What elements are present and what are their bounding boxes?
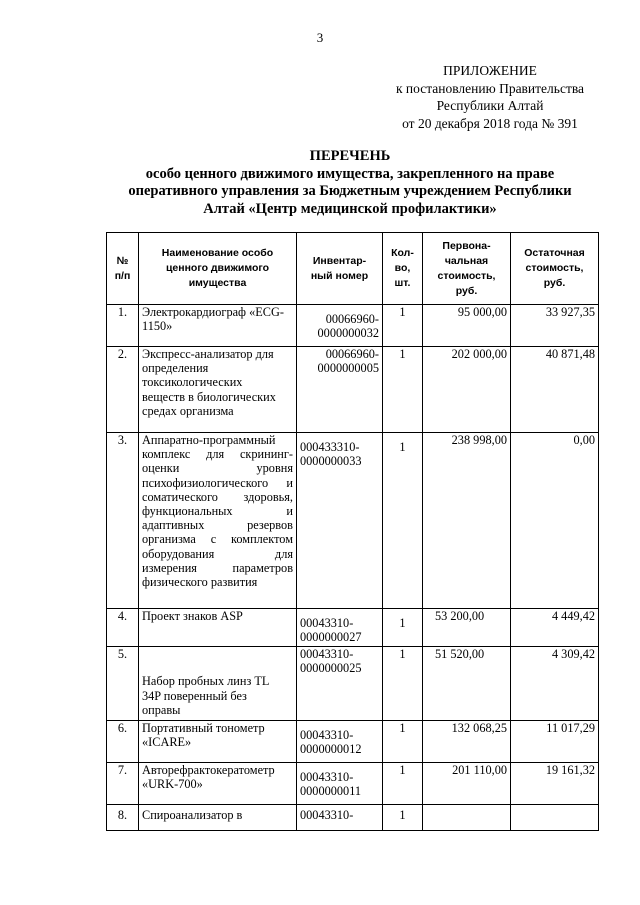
table-row [107,609,599,647]
row-number: 5. [107,647,139,721]
quantity: 1 [383,347,423,433]
residual-cost: 4 309,42 [511,647,599,721]
page-number: 3 [316,30,324,45]
name-line: токсикологических [142,375,243,390]
header-line: стоимость, [525,262,584,274]
table-row [107,347,599,433]
header-initial-cost [423,233,511,305]
residual-cost: 4 449,42 [511,609,599,647]
inventory-line: 00043310- [300,770,354,784]
header-line: руб. [543,277,566,289]
inventory-number [297,721,383,763]
header-line: шт. [394,277,411,289]
inventory-line: 0000000005 [317,361,379,376]
inventory-line: 00043310- [300,808,354,822]
name-line: Электрокардиограф «ECG- [142,305,284,319]
inventory-number [297,305,383,347]
row-number: 6. [107,721,139,763]
header-residual-cost [511,233,599,305]
item-name [139,609,297,647]
header-line: имущества [188,277,247,289]
item-name [139,763,297,805]
residual-cost [511,805,599,831]
inventory-line: 00043310- [300,647,354,661]
inventory-number [297,763,383,805]
name-line: определения [142,361,209,376]
name-line: организма с комплектом [142,532,293,547]
header-name [139,233,297,305]
header-line: руб. [455,284,478,297]
header-line: ценного движимого [165,262,270,274]
name-line: «URK-700» [142,777,203,792]
residual-cost: 40 871,48 [511,347,599,433]
name-line: измерения параметров [142,560,293,575]
name-line: Экспресс-анализатор для [142,347,274,361]
initial-cost: 201 110,00 [423,763,511,805]
header-line: Наименование особо [161,247,274,259]
name-line: Спироанализатор в [142,808,243,822]
item-name [139,805,297,831]
initial-cost: 51 520,00 [423,647,511,721]
inventory-line: 0000000025 [300,661,362,676]
assets-table [106,232,599,831]
header-line: № [116,254,129,267]
initial-cost [423,805,511,831]
name-line: адаптивных резервов [142,518,293,533]
appendix-line: от 20 декабря 2018 года № 391 [402,115,578,131]
header-line: чальная [444,254,489,267]
initial-cost: 202 000,00 [423,347,511,433]
table-row [107,805,599,831]
appendix-line: ПРИЛОЖЕНИЕ [443,63,537,78]
document-title [60,148,640,218]
table-row [107,433,599,609]
title-line: Алтай «Центр медицинской профилактики» [203,200,497,217]
table-row [107,647,599,721]
header-line: ный номер [310,269,369,282]
name-line: 34P поверенный без [142,688,247,703]
item-name [139,305,297,347]
appendix-line: к постановлению Правительства [395,80,585,96]
quantity: 1 [383,763,423,805]
row-number: 7. [107,763,139,805]
inventory-line: 00066960- [325,312,379,326]
item-name [139,721,297,763]
quantity: 1 [383,433,423,609]
inventory-line: 0000000012 [300,742,362,757]
name-line: оправы [142,702,181,717]
initial-cost: 53 200,00 [423,609,511,647]
header-num [107,233,139,305]
residual-cost: 0,00 [511,433,599,609]
row-number: 4. [107,609,139,647]
inventory-line: 0000000011 [300,784,362,799]
name-line: комплекс для скрининг- [142,447,293,462]
header-quantity [383,233,423,305]
residual-cost: 19 161,32 [511,763,599,805]
row-number: 1. [107,305,139,347]
quantity: 1 [383,305,423,347]
name-line: Авторефрактокератометр [142,763,275,777]
title-line: ПЕРЕЧЕНЬ [309,148,391,164]
initial-cost: 238 998,00 [423,433,511,609]
name-line: Аппаратно-программный [142,433,276,447]
name-line: средах организма [142,403,234,418]
name-line: Портативный тонометр [142,721,265,735]
name-line: веществ в биологических [142,389,276,404]
inventory-number [297,609,383,647]
name-line: «ICARE» [142,735,192,750]
inventory-line: 0000000032 [317,326,379,341]
inventory-number [297,647,383,721]
header-line: во, [394,262,411,274]
header-line: п/п [114,269,131,282]
row-number: 3. [107,433,139,609]
table-header-row [107,233,599,305]
appendix-header [340,62,640,132]
header-line: Остаточная [524,247,585,259]
header-line: Кол- [391,247,414,259]
header-line: Инвентар- [312,254,367,267]
table-row [107,721,599,763]
header-line: Первона- [442,239,491,252]
header-inventory [297,233,383,305]
quantity: 1 [383,721,423,763]
name-line: 1150» [142,319,173,334]
name-line: физического развития [142,575,258,590]
item-name [139,433,297,609]
table-row [107,763,599,805]
name-line: оборудования для [142,546,293,561]
residual-cost: 11 017,29 [511,721,599,763]
inventory-line: 00043310- [300,728,354,742]
table-row [107,305,599,347]
name-line: психофизиологического и [142,475,293,490]
row-number: 8. [107,805,139,831]
name-line: функциональных и [142,504,293,519]
header-line: стоимость, [437,269,496,282]
name-line: Набор пробных линз TL [142,674,270,689]
item-name [139,647,297,721]
inventory-number [297,347,383,433]
title-line: оперативного управления за Бюджетным учреждением Республики [128,183,572,199]
initial-cost: 132 068,25 [423,721,511,763]
inventory-number [297,433,383,609]
name-line: соматического здоровья, [142,489,293,504]
initial-cost: 95 000,00 [423,305,511,347]
name-line: Проект знаков ASP [142,609,243,623]
row-number: 2. [107,347,139,433]
appendix-line: Республики Алтай [436,98,544,113]
inventory-number [297,805,383,831]
inventory-line: 00043310- [300,616,354,630]
item-name [139,347,297,433]
quantity: 1 [383,609,423,647]
residual-cost: 33 927,35 [511,305,599,347]
name-line: оценки уровня [142,461,293,476]
inventory-line: 000433310- [300,440,360,454]
quantity: 1 [383,805,423,831]
inventory-line: 0000000027 [300,630,362,645]
inventory-line: 0000000033 [300,454,362,469]
title-line: особо ценного движимого имущества, закрепленного на праве [145,165,555,182]
quantity: 1 [383,647,423,721]
inventory-line: 00066960- [325,347,379,361]
